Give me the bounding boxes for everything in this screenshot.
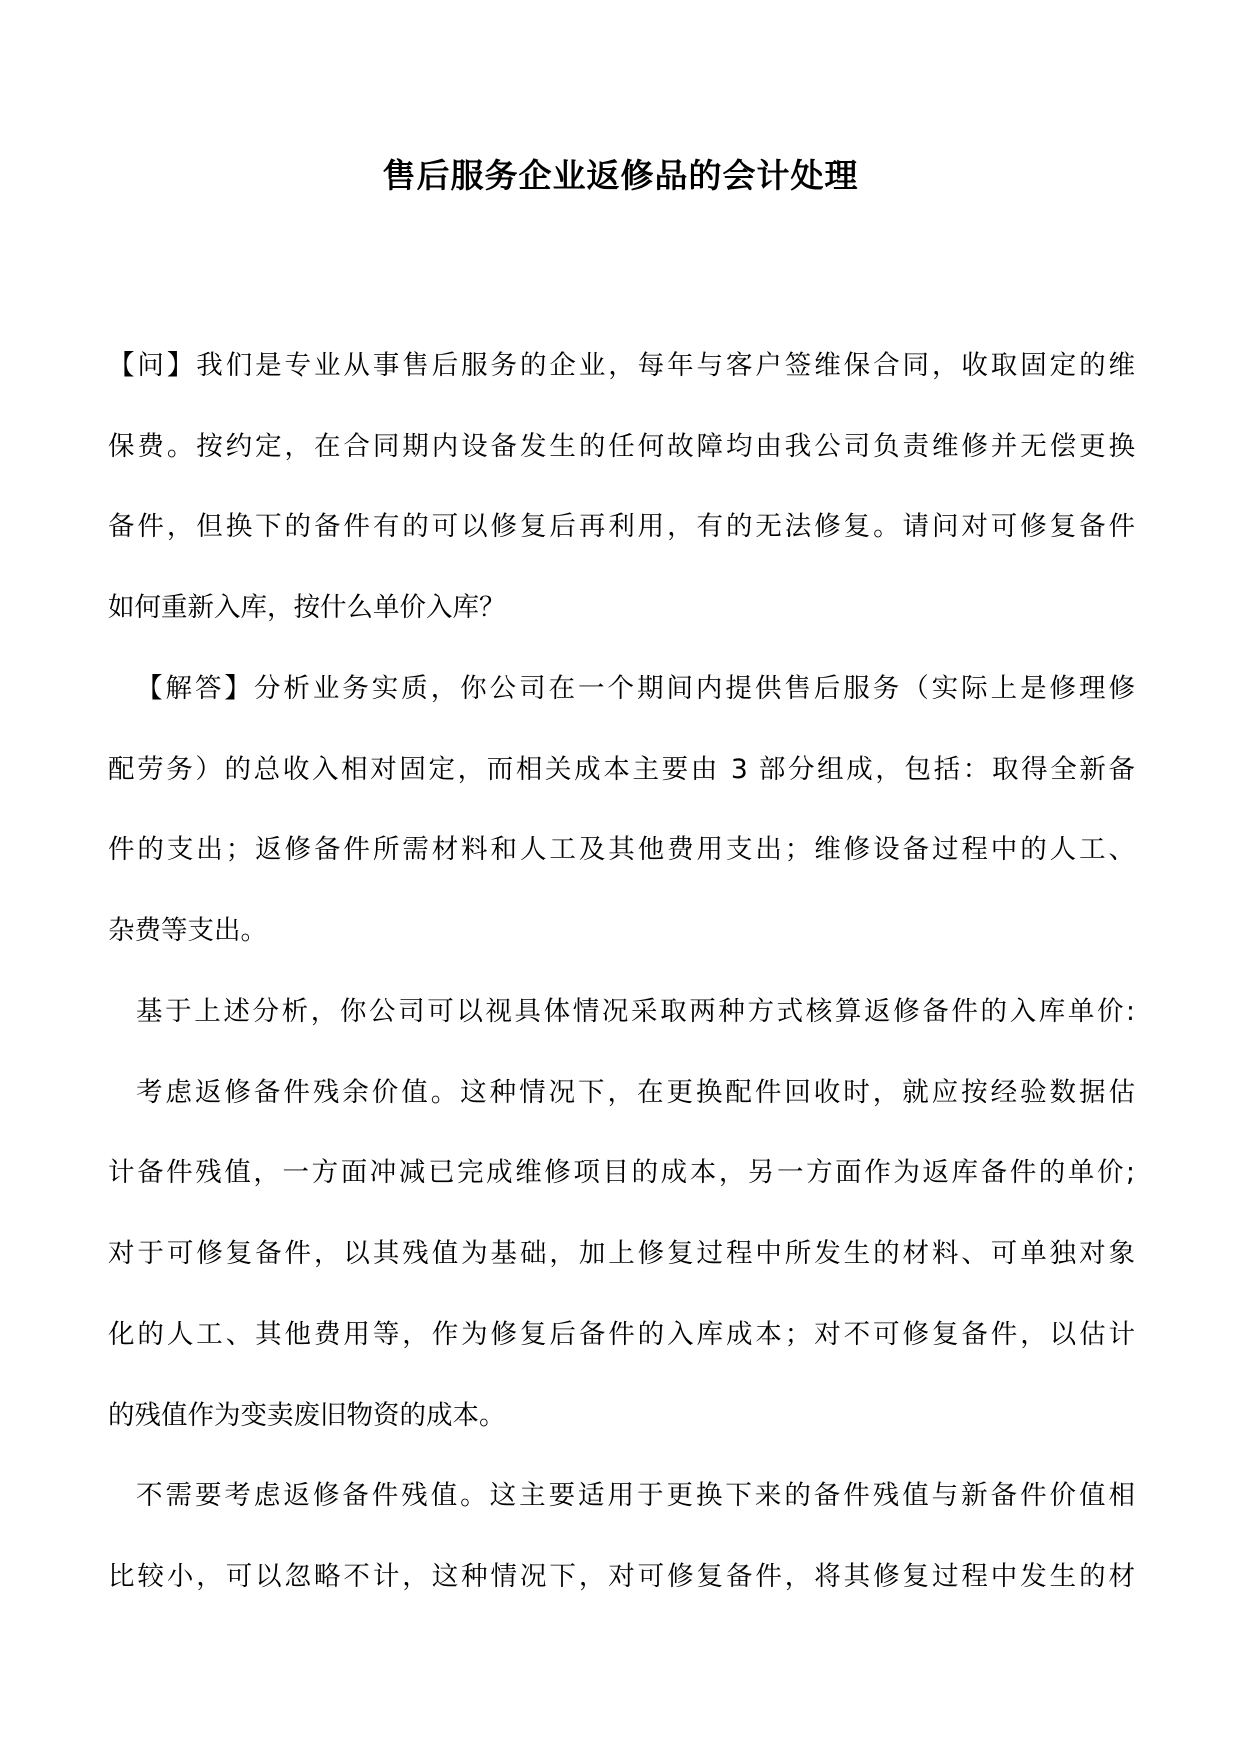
body-line: 杂费等支出。 <box>108 915 267 946</box>
body-line: 不需要考虑返修备件残值。这主要适用于更换下来的备件残值与新备件价值相 <box>136 1480 1135 1511</box>
body-line: 计备件残值，一方面冲减已完成维修项目的成本，另一方面作为返库备件的单价; <box>108 1157 1135 1188</box>
body-line: 保费。按约定，在合同期内设备发生的任何故障均由我公司负责维修并无偿更换 <box>108 431 1135 462</box>
body-line: 对于可修复备件，以其残值为基础，加上修复过程中所发生的材料、可单独对象 <box>108 1238 1135 1269</box>
body-line: 考虑返修备件残余价值。这种情况下，在更换配件回收时，就应按经验数据估 <box>136 1077 1135 1108</box>
body-line: 化的人工、其他费用等，作为修复后备件的入库成本；对不可修复备件，以估计 <box>108 1319 1135 1350</box>
body-line: 【问】我们是专业从事售后服务的企业，每年与客户签维保合同，收取固定的维 <box>108 350 1135 381</box>
body-line: 【解答】分析业务实质，你公司在一个期间内提供售后服务（实际上是修理修 <box>136 673 1135 704</box>
body-line: 基于上述分析，你公司可以视具体情况采取两种方式核算返修备件的入库单价: <box>136 996 1135 1027</box>
body-line: 备件，但换下的备件有的可以修复后再利用，有的无法修复。请问对可修复备件 <box>108 511 1135 542</box>
document-title: 售后服务企业返修品的会计处理 <box>382 156 859 195</box>
body-line: 的残值作为变卖废旧物资的成本。 <box>108 1400 506 1431</box>
body-line: 如何重新入库，按什么单价入库？ <box>108 592 506 623</box>
body-line: 配劳务）的总收入相对固定，而相关成本主要由 3 部分组成，包括：取得全新备 <box>108 754 1135 785</box>
body-line: 比较小，可以忽略不计，这种情况下，对可修复备件，将其修复过程中发生的材 <box>108 1561 1135 1592</box>
body-line: 件的支出；返修备件所需材料和人工及其他费用支出；维修设备过程中的人工、 <box>108 834 1135 865</box>
